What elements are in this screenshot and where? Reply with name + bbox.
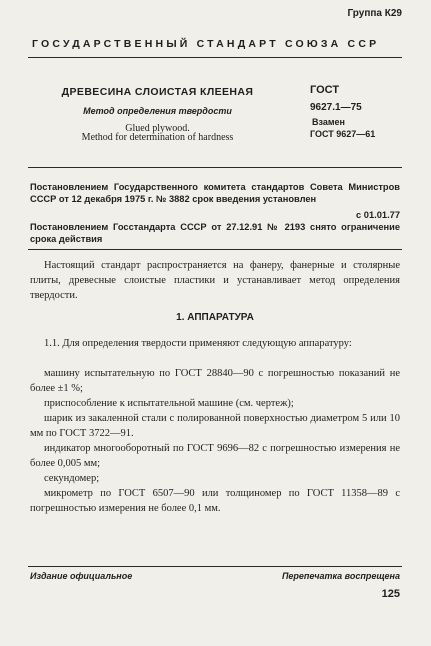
section-lead: 1.1. Для определения твердости применяют следующую аппаратуру: bbox=[44, 338, 352, 349]
section-title: 1. АППАРАТУРА bbox=[176, 312, 254, 323]
subtitle-russian: Метод определения твердости bbox=[83, 106, 232, 116]
list-item: микрометр по ГОСТ 6507—90 или толщиномер по ГОСТ 11358—89 с погрешностью измерения не более 0,1 мм. bbox=[30, 488, 400, 514]
title-rule bbox=[28, 167, 402, 168]
banner-rule bbox=[28, 57, 402, 58]
decree-second: Постановлением Госстандарта СССР от 27.12.91 № 2193 снято ограничение срока действия bbox=[30, 222, 400, 244]
title-russian: ДРЕВЕСИНА СЛОИСТАЯ КЛЕЕНАЯ bbox=[61, 86, 254, 98]
list-item: секундомер; bbox=[44, 473, 100, 484]
gost-number: 9627.1—75 bbox=[310, 102, 362, 113]
decree-first: Постановлением Государственного комитета стандартов Совета Министров СССР от 12 декабря 1975 г. № 3882 срок введения установлен bbox=[30, 182, 400, 204]
state-standard-banner: ГОСУДАРСТВЕННЫЙ СТАНДАРТ СОЮЗА ССР bbox=[32, 38, 380, 50]
effective-date: с 01.01.77 bbox=[356, 210, 400, 220]
list-item: индикатор многооборотный по ГОСТ 9696—82 с погрешностью измерения не более 0,005 мм; bbox=[30, 443, 400, 469]
list-item: шарик из закаленной стали с полированной поверхностью диаметром 5 или 10 мм по ГОСТ 3722—91. bbox=[30, 413, 400, 439]
group-label: Группа К29 bbox=[347, 8, 402, 19]
list-item: машину испытательную по ГОСТ 28840—90 с погрешностью показаний не более ±1 %; bbox=[30, 368, 400, 394]
title-english-line1: Glued plywood. bbox=[125, 123, 190, 134]
list-item: приспособление к испытательной машине (см. чертеж); bbox=[44, 398, 294, 409]
replaced-label: Взамен bbox=[312, 117, 345, 127]
intro-paragraph bbox=[30, 258, 400, 303]
gost-label: ГОСТ bbox=[310, 84, 340, 96]
footer-official-edition: Издание официальное bbox=[30, 571, 133, 581]
decree-rule bbox=[28, 249, 402, 250]
footer-reprint-prohibited: Перепечатка воспрещена bbox=[281, 571, 400, 581]
footer-rule bbox=[28, 566, 402, 567]
page-number: 125 bbox=[381, 588, 400, 600]
intro-text: Настоящий стандарт распространяется на фанеру, фанерные и столярные плиты, древесные слоистые пластики и устанавливает метод определения твердости. bbox=[30, 260, 400, 301]
title-english-line2: Method for determination of hardness bbox=[81, 132, 234, 143]
replaced-number: ГОСТ 9627—61 bbox=[310, 129, 376, 139]
